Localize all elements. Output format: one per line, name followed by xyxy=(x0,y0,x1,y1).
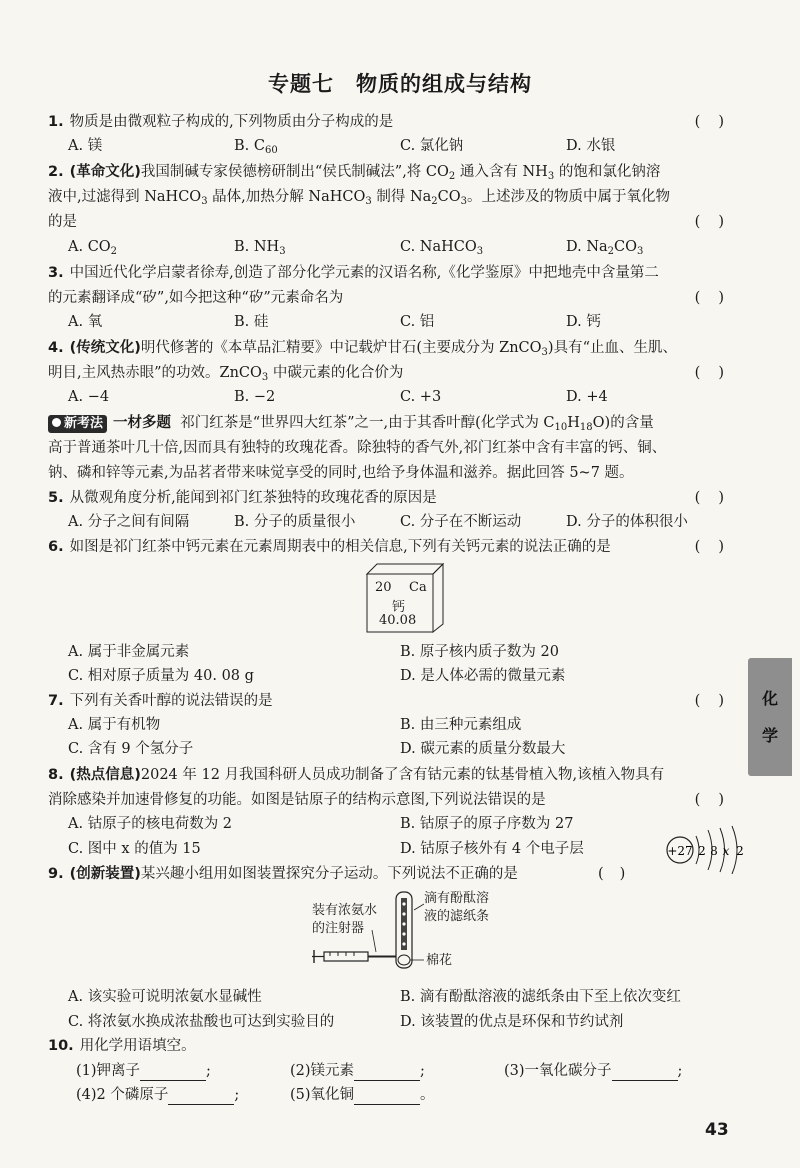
q8-option-a[interactable]: A. 钴原子的核电荷数为 2 xyxy=(68,816,233,832)
q4-option-a[interactable]: A. −4 xyxy=(68,389,110,405)
q10-item-1: (1)钾离子 ; xyxy=(76,1063,211,1079)
q7-option-d[interactable]: D. 碳元素的质量分数最大 xyxy=(400,741,566,757)
cell-atomic-mass: 40.08 xyxy=(379,613,417,628)
answer-paren-9[interactable]: () xyxy=(598,866,642,882)
syringe-label-line-2: 的注射器 xyxy=(312,921,365,936)
question-9-stem: 9. (创新装置)某兴趣小组用如图装置探究分子运动。下列说法不正确的是 xyxy=(48,866,518,882)
question-8-line-1: 8. (热点信息)2024 年 12 月我国科研人员成功制备了含有钴元素的钛基骨植入物,该植入物具有 xyxy=(48,767,665,783)
q1-option-b[interactable]: B. $C_{60}$ xyxy=(234,138,278,156)
fill-blank-2[interactable] xyxy=(354,1062,420,1081)
strip-label-line-1: 滴有酚酞溶 xyxy=(424,891,490,906)
q2-option-a[interactable]: A. $CO_2$ xyxy=(68,239,118,257)
cell-atomic-number: 20 xyxy=(375,580,392,595)
q6-option-b[interactable]: B. 原子核内质子数为 20 xyxy=(400,644,559,660)
question-3-line-2: 的元素翻译成“矽”,如今把这种“矽”元素命名为 xyxy=(48,290,344,306)
calcium-periodic-cell xyxy=(365,562,445,638)
answer-paren-6[interactable]: () xyxy=(694,539,742,555)
question-10-stem: 10. 用化学用语填空。 xyxy=(48,1038,196,1054)
q4-option-c[interactable]: C. +3 xyxy=(400,389,442,405)
q2-option-c[interactable]: C. NaHCO$_3$ xyxy=(400,239,484,257)
cell-element-name: 钙 xyxy=(392,600,406,615)
q1-option-d[interactable]: D. 水银 xyxy=(566,138,616,154)
question-2-line-2: 液中,过滤得到 NaHCO$_3$ 晶体,加热分解 NaHCO$_3$ 制得 $Na_2CO_3$。上述涉及的物质中属于氧化物 xyxy=(48,189,671,207)
q10-item-3: (3)一氧化碳分子 ; xyxy=(504,1063,683,1079)
q7-option-c[interactable]: C. 含有 9 个氢分子 xyxy=(68,741,194,757)
question-2-line-3: 的是 xyxy=(48,214,77,230)
q9-option-a[interactable]: A. 该实验可说明浓氨水显碱性 xyxy=(68,989,262,1005)
shell-electrons-1: 2 xyxy=(698,844,706,858)
syringe-label-line-1: 装有浓氨水 xyxy=(312,903,378,918)
q9-option-c[interactable]: C. 将浓氨水换成浓盐酸也可达到实验目的 xyxy=(68,1014,335,1030)
cotton-label: 棉花 xyxy=(426,953,453,968)
lightbulb-icon xyxy=(52,418,61,427)
q6-option-c[interactable]: C. 相对原子质量为 40. 08 g xyxy=(68,668,254,684)
q3-option-d[interactable]: D. 钙 xyxy=(566,314,601,330)
fill-blank-5[interactable] xyxy=(354,1086,420,1105)
shell-electrons-4: 2 xyxy=(736,844,744,858)
passage-line-2: 高于普通茶叶几十倍,因而具有独特的玫瑰花香。除独特的香气外,祁门红茶中含有丰富的钙、铜、 xyxy=(48,440,667,456)
answer-paren-1[interactable]: () xyxy=(694,114,742,130)
q3-option-c[interactable]: C. 铝 xyxy=(400,314,435,330)
q9-option-b[interactable]: B. 滴有酚酞溶液的滤纸条由下至上依次变红 xyxy=(400,989,681,1005)
page-title xyxy=(0,68,800,98)
answer-paren-7[interactable]: () xyxy=(694,693,742,709)
question-7-stem: 7. 下列有关香叶醇的说法错误的是 xyxy=(48,693,273,709)
question-8-line-2: 消除感染并加速骨修复的功能。如图是钴原子的结构示意图,下列说法错误的是 xyxy=(48,792,546,808)
question-4-line-2: 明目,主风热赤眼”的功效。ZnCO$_3$ 中碳元素的化合价为 xyxy=(48,365,404,383)
q4-option-d[interactable]: D. +4 xyxy=(566,389,608,405)
passage-line-3: 钠、磷和锌等元素,为品茗者带来味觉享受的同时,也给予身体温和滋养。据此回答 5~7 题。 xyxy=(48,465,634,481)
q7-option-a[interactable]: A. 属于有机物 xyxy=(68,717,161,733)
q5-option-d[interactable]: D. 分子的体积很小 xyxy=(566,514,688,530)
subject-side-tab xyxy=(748,658,792,776)
q8-option-c[interactable]: C. 图中 x 的值为 15 xyxy=(68,841,201,857)
q7-option-b[interactable]: B. 由三种元素组成 xyxy=(400,717,522,733)
answer-paren-2[interactable]: () xyxy=(694,214,742,230)
question-4-line-1: 4. (传统文化)明代修著的《本草品汇精要》中记载炉甘石(主要成分为 ZnCO$_3$)具有“止血、生肌、 xyxy=(48,340,677,358)
new-method-badge: 新考法 xyxy=(48,415,107,433)
fill-blank-4[interactable] xyxy=(168,1086,234,1105)
answer-paren-5[interactable]: () xyxy=(694,490,742,506)
page-number: 43 xyxy=(705,1120,729,1140)
cotton-plug xyxy=(398,955,410,965)
q1-option-c[interactable]: C. 氯化钠 xyxy=(400,138,464,154)
q5-option-a[interactable]: A. 分子之间有间隔 xyxy=(68,514,190,530)
q6-option-d[interactable]: D. 是人体必需的微量元素 xyxy=(400,668,566,684)
shell-electrons-3: x xyxy=(722,844,730,858)
side-tab-char-2: 学 xyxy=(761,726,778,745)
side-tab-char-1: 化 xyxy=(761,689,778,708)
strip-label-line-2: 液的滤纸条 xyxy=(424,909,490,924)
nucleus-charge: +27 xyxy=(667,844,693,858)
q5-option-b[interactable]: B. 分子的质量很小 xyxy=(234,514,356,530)
q3-option-b[interactable]: B. 硅 xyxy=(234,314,269,330)
title-topic-name: 物质的组成与结构 xyxy=(356,72,532,96)
q2-option-d[interactable]: D. $Na_2CO_3$ xyxy=(566,239,644,257)
q5-option-c[interactable]: C. 分子在不断运动 xyxy=(400,514,522,530)
shell-electrons-2: 8 xyxy=(710,844,718,858)
q10-item-2: (2)镁元素 ; xyxy=(290,1063,425,1079)
answer-paren-8[interactable]: () xyxy=(694,792,742,808)
passage-line-1: 新考法 一材多题 祁门红茶是“世界四大红茶”之一,由于其香叶醇(化学式为 $C_{10}H_{18}O$)的含量 xyxy=(48,414,654,433)
fill-blank-3[interactable] xyxy=(612,1062,678,1081)
question-3-line-1: 3. 中国近代化学启蒙者徐寿,创造了部分化学元素的汉语名称,《化学鉴原》中把地壳中含量第二 xyxy=(48,265,659,281)
ammonia-apparatus xyxy=(310,890,430,976)
answer-paren-4[interactable]: () xyxy=(694,365,742,381)
question-1-stem: 1. 物质是由微观粒子构成的,下列物质由分子构成的是 xyxy=(48,114,394,130)
q2-option-b[interactable]: B. $NH_3$ xyxy=(234,239,286,257)
q8-option-d[interactable]: D. 钴原子核外有 4 个电子层 xyxy=(400,841,584,857)
q10-item-4: (4)2 个磷原子 ; xyxy=(76,1087,240,1103)
fill-blank-1[interactable] xyxy=(140,1062,206,1081)
q4-option-b[interactable]: B. −2 xyxy=(234,389,276,405)
q10-item-5: (5)氧化铜 。 xyxy=(290,1087,435,1103)
question-5-stem: 5. 从微观角度分析,能闻到祁门红茶独特的玫瑰花香的原因是 xyxy=(48,490,437,506)
cobalt-atom-diagram xyxy=(662,818,762,874)
cell-symbol: Ca xyxy=(409,580,427,595)
q1-option-a[interactable]: A. 镁 xyxy=(68,138,103,154)
q8-option-b[interactable]: B. 钴原子的原子序数为 27 xyxy=(400,816,574,832)
answer-paren-3[interactable]: () xyxy=(694,290,742,306)
q3-option-a[interactable]: A. 氧 xyxy=(68,314,103,330)
question-6-stem: 6. 如图是祁门红茶中钙元素在元素周期表中的相关信息,下列有关钙元素的说法正确的是 xyxy=(48,539,611,555)
title-topic-number: 专题七 xyxy=(268,72,334,96)
q6-option-a[interactable]: A. 属于非金属元素 xyxy=(68,644,190,660)
q9-option-d[interactable]: D. 该装置的优点是环保和节约试剂 xyxy=(400,1014,624,1030)
question-2-line-1: 2. (革命文化)我国制碱专家侯德榜研制出“侯氏制碱法”,将 $CO_2$ 通入含有 $NH_3$ 的饱和氯化钠溶 xyxy=(48,164,661,182)
